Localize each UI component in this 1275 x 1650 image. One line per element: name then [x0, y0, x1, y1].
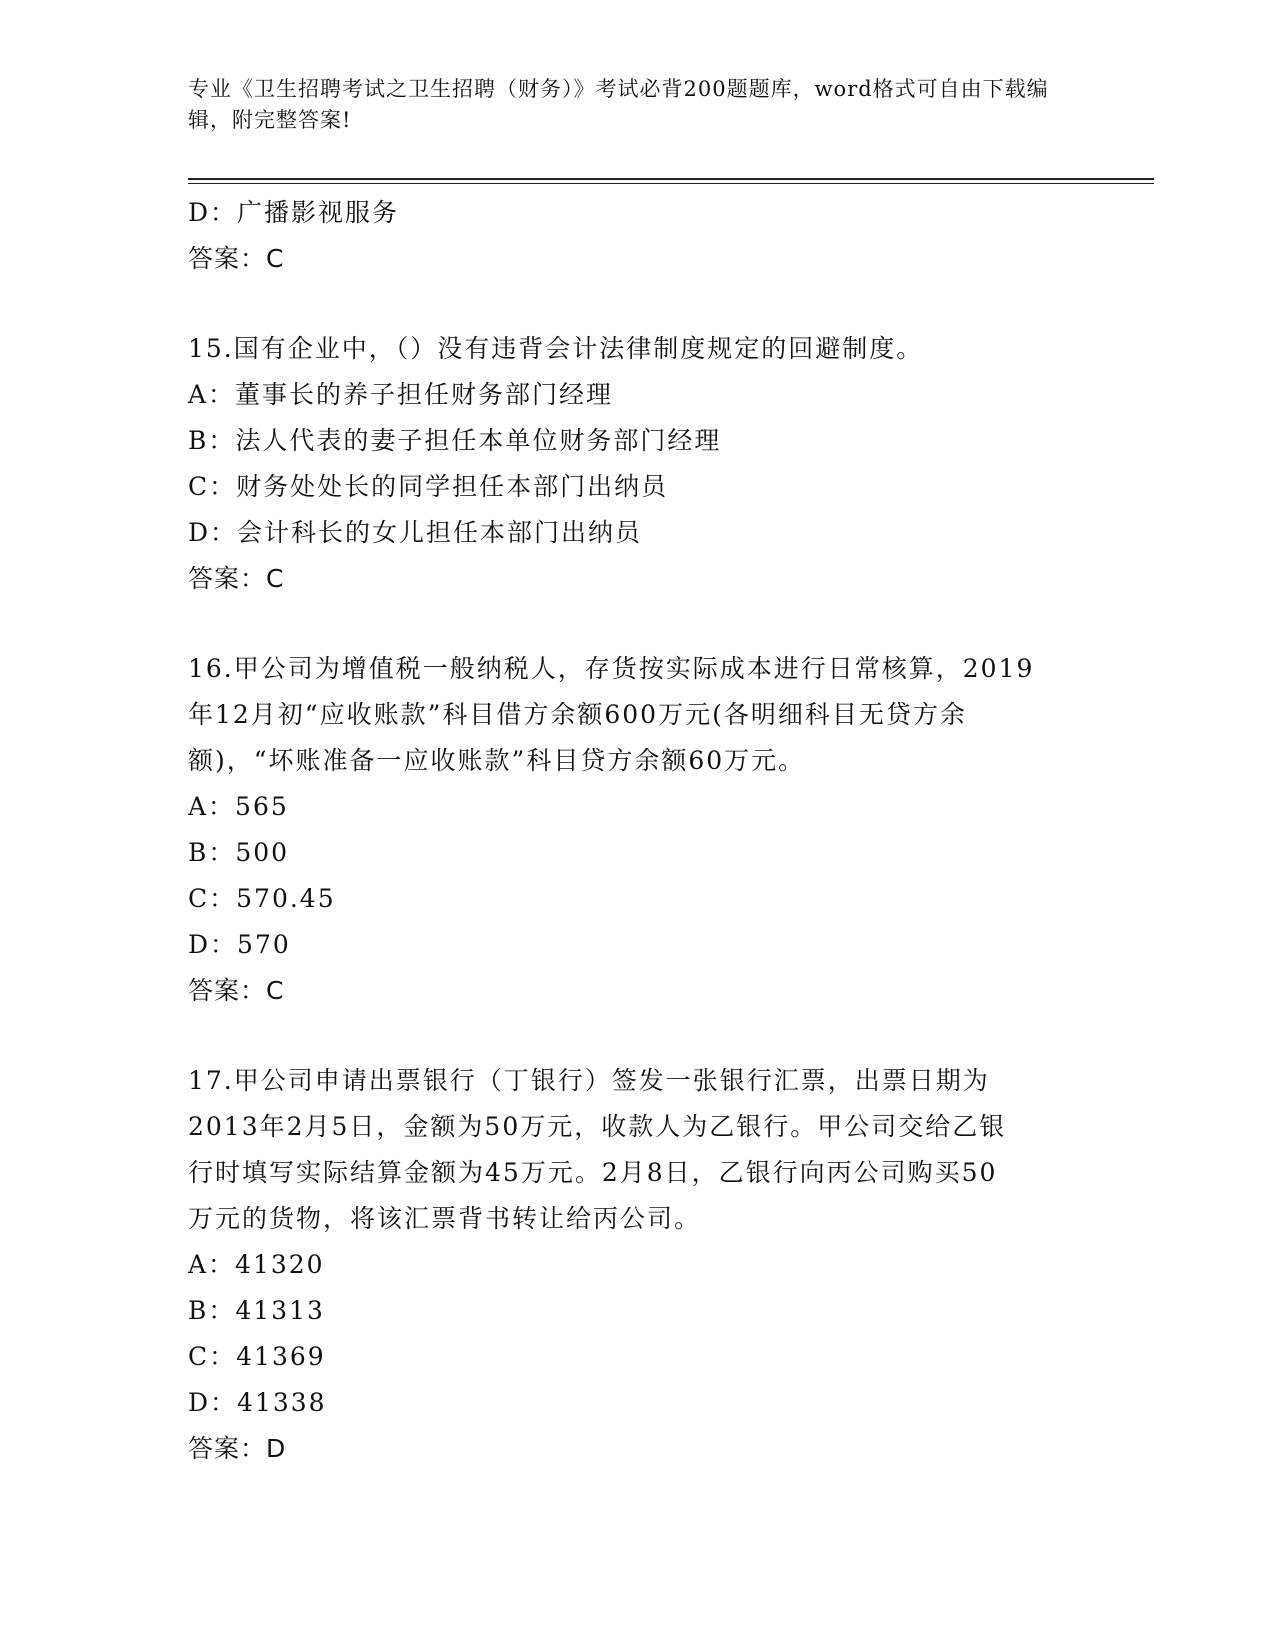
- question-text-line-4: 万元的货物，将该汇票背书转让给丙公司。: [188, 1204, 702, 1233]
- spacer: [188, 282, 1088, 326]
- question-text-line-1: 16.甲公司为增值税一般纳税人，存货按实际成本进行日常核算，2019: [188, 654, 1035, 683]
- option-d: D：会计科长的女儿担任本部门出纳员: [188, 518, 643, 547]
- option-c: C：570.45: [188, 884, 336, 913]
- question-15: [188, 326, 1088, 602]
- question-list: [188, 190, 1088, 1472]
- answer: 答案：C: [188, 244, 285, 273]
- option-b: B：500: [188, 838, 290, 867]
- option-a: A：董事长的养子担任财务部门经理: [188, 380, 614, 409]
- option-d: D：广播影视服务: [188, 198, 400, 227]
- question-text-line-3: 额)，“坏账准备一应收账款”科目贷方余额60万元。: [188, 746, 806, 775]
- question-14: [188, 190, 1088, 282]
- question-16: [188, 646, 1088, 1014]
- option-d: D：570: [188, 930, 291, 959]
- option-c: C：41369: [188, 1342, 326, 1371]
- option-c: C：财务处处长的同学担任本部门出纳员: [188, 472, 669, 501]
- question-text: 15.国有企业中，（）没有违背会计法律制度规定的回避制度。: [188, 334, 924, 363]
- option-a: A：565: [188, 792, 289, 821]
- spacer: [188, 602, 1088, 646]
- question-text-line-1: 17.甲公司申请出票银行（丁银行）签发一张银行汇票，出票日期为: [188, 1066, 990, 1095]
- answer: 答案：C: [188, 564, 285, 593]
- option-b: B：法人代表的妻子担任本单位财务部门经理: [188, 426, 722, 455]
- question-text-line-2: 年12月初“应收账款”科目借方余额600万元(各明细科目无贷方余: [188, 700, 967, 729]
- page-header: 专业《卫生招聘考试之卫生招聘（财务）》考试必背200题题库，word格式可自由下载编辑，附完整答案!: [188, 77, 1049, 132]
- option-b: B：41313: [188, 1296, 325, 1325]
- question-text-line-2: 2013年2月5日，金额为50万元，收款人为乙银行。甲公司交给乙银: [188, 1112, 1007, 1141]
- question-text-line-3: 行时填写实际结算金额为45万元。2月8日，乙银行向丙公司购买50: [188, 1158, 998, 1187]
- spacer: [188, 1014, 1088, 1058]
- header-divider-thick: [188, 178, 1154, 180]
- answer: 答案：D: [188, 1434, 287, 1463]
- answer: 答案：C: [188, 976, 285, 1005]
- option-d: D：41338: [188, 1388, 327, 1417]
- question-17: [188, 1058, 1088, 1472]
- header-divider-thin: [188, 183, 1154, 184]
- option-a: A：41320: [188, 1250, 325, 1279]
